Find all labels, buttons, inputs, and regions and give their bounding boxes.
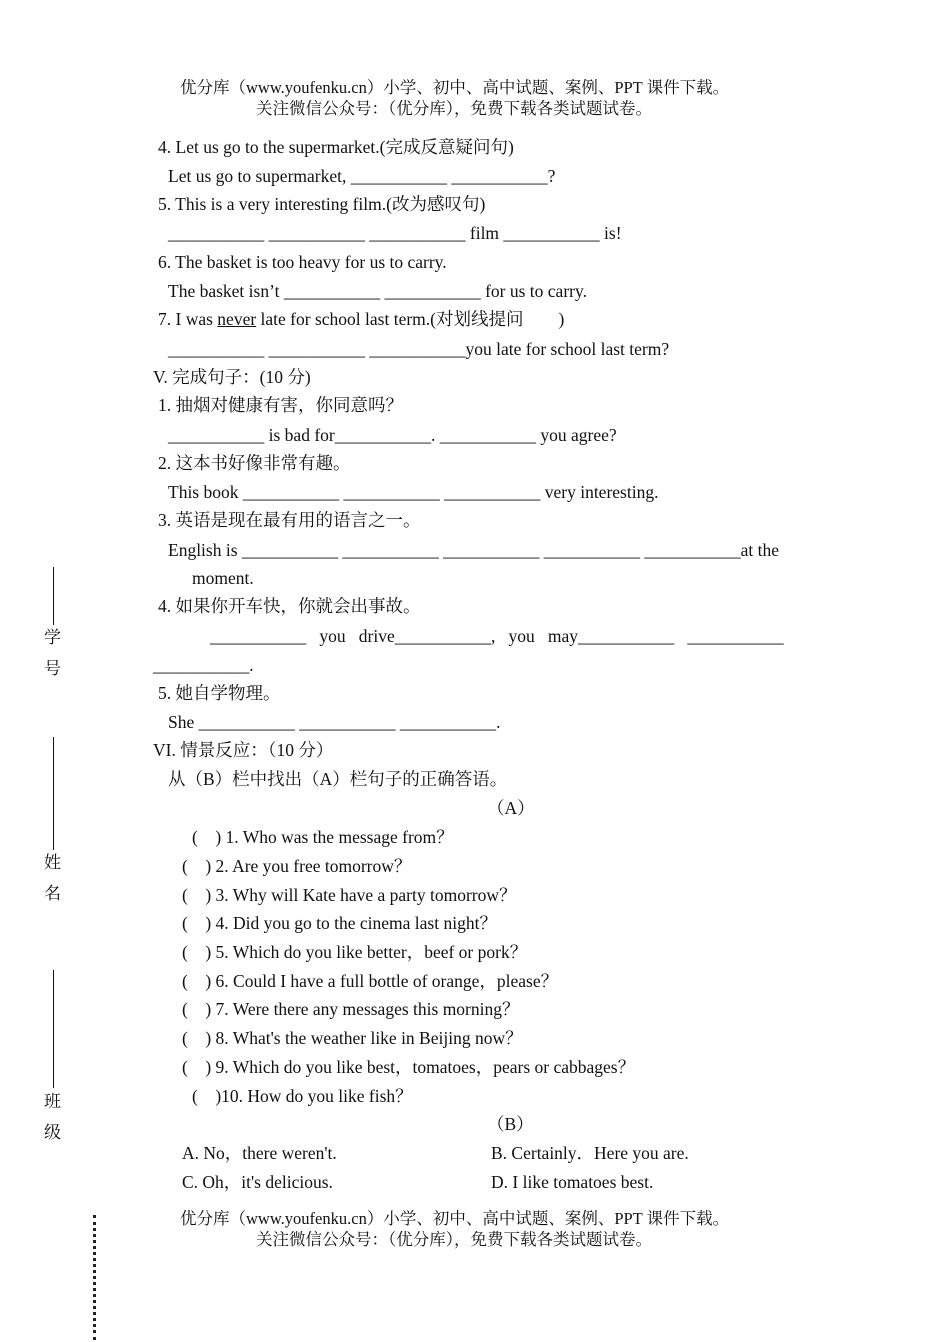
section-6-instruction: 从（B）栏中找出（A）栏句子的正确答语。 xyxy=(168,769,508,789)
footer-wechat-line: 关注微信公众号：（优分库），免费下载各类试题试卷。 xyxy=(256,1230,652,1249)
match-item-7: ( ) 7. Were there any messages this morning？ xyxy=(182,999,520,1019)
answer-7: ___________ ___________ ___________you late for school last term? xyxy=(168,339,670,359)
section-5-title: V. 完成句子：(10 分) xyxy=(153,367,311,387)
name-label: 姓名 xyxy=(41,853,60,915)
match-item-1: ( ) 1. Who was the message from？ xyxy=(192,827,454,847)
question-7-pre: 7. I was xyxy=(158,309,218,329)
answer-4: Let us go to supermarket, ___________ ___________? xyxy=(168,166,556,186)
student-no-line xyxy=(53,567,54,625)
match-item-2: ( ) 2. Are you free tomorrow？ xyxy=(182,856,412,876)
name-line xyxy=(53,737,54,850)
question-6: 6. The basket is too heavy for us to carry. xyxy=(158,252,447,272)
footer-source-line: 优分库（www.youfenku.cn）小学、初中、高中试题、案例、PPT 课件下载。 xyxy=(180,1209,730,1228)
question-4: 4. Let us go to the supermarket.(完成反意疑问句) xyxy=(158,137,514,157)
s5-answer-1: ___________ is bad for___________. ___________ you agree? xyxy=(168,425,617,445)
column-b-label: （B） xyxy=(487,1114,534,1134)
binding-dotted-line xyxy=(93,1215,96,1340)
s5-question-3: 3. 英语是现在最有用的语言之一。 xyxy=(158,510,421,530)
s5-answer-4: ___________ you drive___________, you may___________ ___________ xyxy=(210,626,784,646)
answer-6: The basket isn’t ___________ ___________ for us to carry. xyxy=(168,281,587,301)
match-item-8: ( ) 8. What's the weather like in Beijing now？ xyxy=(182,1028,523,1048)
s5-question-4: 4. 如果你开车快，你就会出事故。 xyxy=(158,596,421,616)
class-line xyxy=(53,970,54,1088)
answer-option-a: A. No，there weren't. xyxy=(182,1143,337,1163)
student-no-label: 学号 xyxy=(41,628,60,690)
header-source-line: 优分库（www.youfenku.cn）小学、初中、高中试题、案例、PPT 课件下载。 xyxy=(180,78,730,97)
question-7 xyxy=(158,308,564,330)
match-item-9: ( ) 9. Which do you like best，tomatoes，pears or cabbages？ xyxy=(182,1057,636,1077)
match-item-4: ( ) 4. Did you go to the cinema last night？ xyxy=(182,913,497,933)
s5-question-2: 2. 这本书好像非常有趣。 xyxy=(158,453,351,473)
question-5: 5. This is a very interesting film.(改为感叹句) xyxy=(158,194,486,214)
match-item-5: ( ) 5. Which do you like better，beef or pork？ xyxy=(182,942,528,962)
answer-option-b: B. Certainly．Here you are. xyxy=(491,1143,689,1163)
match-item-6: ( ) 6. Could I have a full bottle of orange，please？ xyxy=(182,971,559,991)
s5-question-5: 5. 她自学物理。 xyxy=(158,683,281,703)
s5-answer-5: She ___________ ___________ ___________. xyxy=(168,712,501,732)
s5-answer-4-cont: ___________. xyxy=(153,655,254,675)
section-6-title: VI. 情景反应：（10 分） xyxy=(153,740,334,760)
underlined-word: never xyxy=(217,309,257,329)
answer-5: ___________ ___________ ___________ film ___________ is! xyxy=(168,223,622,243)
header-wechat-line: 关注微信公众号：（优分库），免费下载各类试题试卷。 xyxy=(256,99,652,118)
column-a-label: （A） xyxy=(487,798,535,818)
s5-answer-2: This book ___________ ___________ ___________ very interesting. xyxy=(168,482,659,502)
match-item-3: ( ) 3. Why will Kate have a party tomorrow？ xyxy=(182,885,517,905)
answer-option-c: C. Oh，it's delicious. xyxy=(182,1172,333,1192)
match-item-10: ( )10. How do you like fish？ xyxy=(192,1086,413,1106)
s5-answer-3-cont: moment. xyxy=(192,568,254,588)
s5-answer-3: English is ___________ ___________ ___________ ___________ ___________at the xyxy=(168,540,780,560)
answer-option-d: D. I like tomatoes best. xyxy=(491,1172,654,1192)
question-7-post: late for school last term.(对划线提问 ) xyxy=(256,309,565,329)
s5-question-1: 1. 抽烟对健康有害，你同意吗？ xyxy=(158,395,403,415)
class-label: 班级 xyxy=(41,1092,60,1154)
